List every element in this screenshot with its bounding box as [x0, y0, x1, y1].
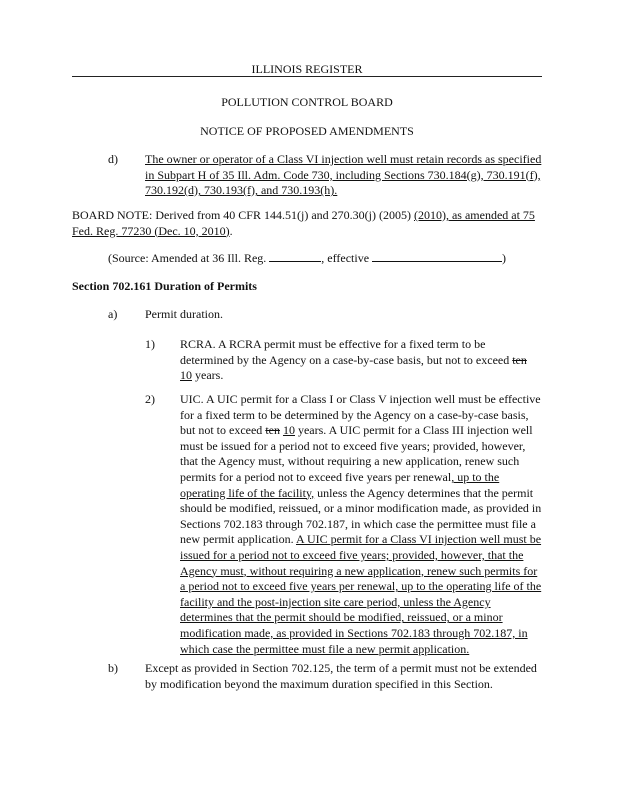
board-name: POLLUTION CONTROL BOARD — [221, 95, 393, 109]
item-1-struck: ten — [512, 352, 527, 367]
item-2-text-mid1: years. A UIC permit for a Class III injection well must be issued for a period not to exceed five years; provided, however, that the Agency must, without requiring a new application, renew such permits for a period not to exceed five years per renewal — [180, 423, 533, 484]
board-note-lead: BOARD NOTE: Derived from 40 CFR 144.51(j) and 270.30(j) (2005) — [72, 208, 414, 222]
source-prefix: (Source: Amended at 36 Ill. Reg. — [108, 251, 270, 265]
item-1-text — [180, 337, 538, 384]
item-a-label: a) — [108, 307, 118, 321]
item-b-label: b) — [108, 661, 118, 675]
board-note-end: . — [229, 223, 233, 238]
item-2-label: 2) — [145, 392, 155, 406]
item-2-text — [180, 392, 542, 657]
item-1-inserted: 10 — [180, 368, 192, 383]
item-a-text: Permit duration. — [145, 307, 223, 321]
item-b-text: Except as provided in Section 702.125, the term of a permit must not be extended by modification beyond the maximum duration specified in this Section. — [145, 661, 537, 691]
item-2-text-mid2: unless the Agency determines that the permit should be modified, reissued, or a minor modification made, as provided in Sections 702.183 through 702.187, in which case the permittee must file a new permit application. — [180, 485, 542, 547]
item-d-text: The owner or operator of a Class VI injection well must retain records as specified in Subpart H of 35 Ill. Adm. Code 730, including Sections 730.184(g), 730.191(f), 730.192(d), 730.193(f), and 730.193(h). — [145, 152, 542, 198]
source-middle: , effective — [321, 251, 373, 265]
item-2-text-pre: UIC. A UIC permit for a Class I or Class V injection well must be effective for a fixed term to be determined by the Agency on a case-by-case basis, but not to exceed — [180, 392, 541, 438]
item-2-struck: ten — [265, 423, 280, 438]
board-note-inserted: (2010), as amended at 75 Fed. Reg. 77230 (Dec. 10, 2010) — [72, 208, 535, 238]
item-1-label: 1) — [145, 337, 155, 351]
item-1-text-post: years. — [192, 368, 224, 383]
item-1-text-pre: RCRA. A RCRA permit must be effective for a fixed term to be determined by the Agency on a case-by-case basis, but not to exceed — [180, 337, 513, 367]
section-title: Section 702.161 Duration of Permits — [72, 279, 257, 293]
board-note — [72, 208, 546, 239]
item-2-inserted: 10 — [282, 423, 295, 438]
item-2-inserted-operating-life: , up to the operating life of the facility, — [180, 469, 500, 500]
source-suffix: ) — [502, 251, 507, 265]
item-2-inserted-class-vi: A UIC permit for a Class VI injection well must be issued for a period not to exceed five years; provided, however, that the Agency must, without requiring a new application, renew such permits for a period not to exceed five years per renewal, up to the operating life of the facility and the post-injection site care period, unless the Agency determines that the permit should be modified, reissued, or a minor modification made, as provided in Sections 702.183 through 702.187, in which case the permittee must file a new permit application. — [180, 532, 542, 656]
effective-date-blank — [372, 261, 502, 262]
source-line — [108, 251, 548, 267]
register-header: ILLINOIS REGISTER — [251, 62, 363, 76]
reg-page-blank — [269, 261, 321, 262]
item-d-label: d) — [108, 152, 118, 166]
header-rule — [72, 76, 542, 77]
notice-title: NOTICE OF PROPOSED AMENDMENTS — [200, 124, 414, 138]
